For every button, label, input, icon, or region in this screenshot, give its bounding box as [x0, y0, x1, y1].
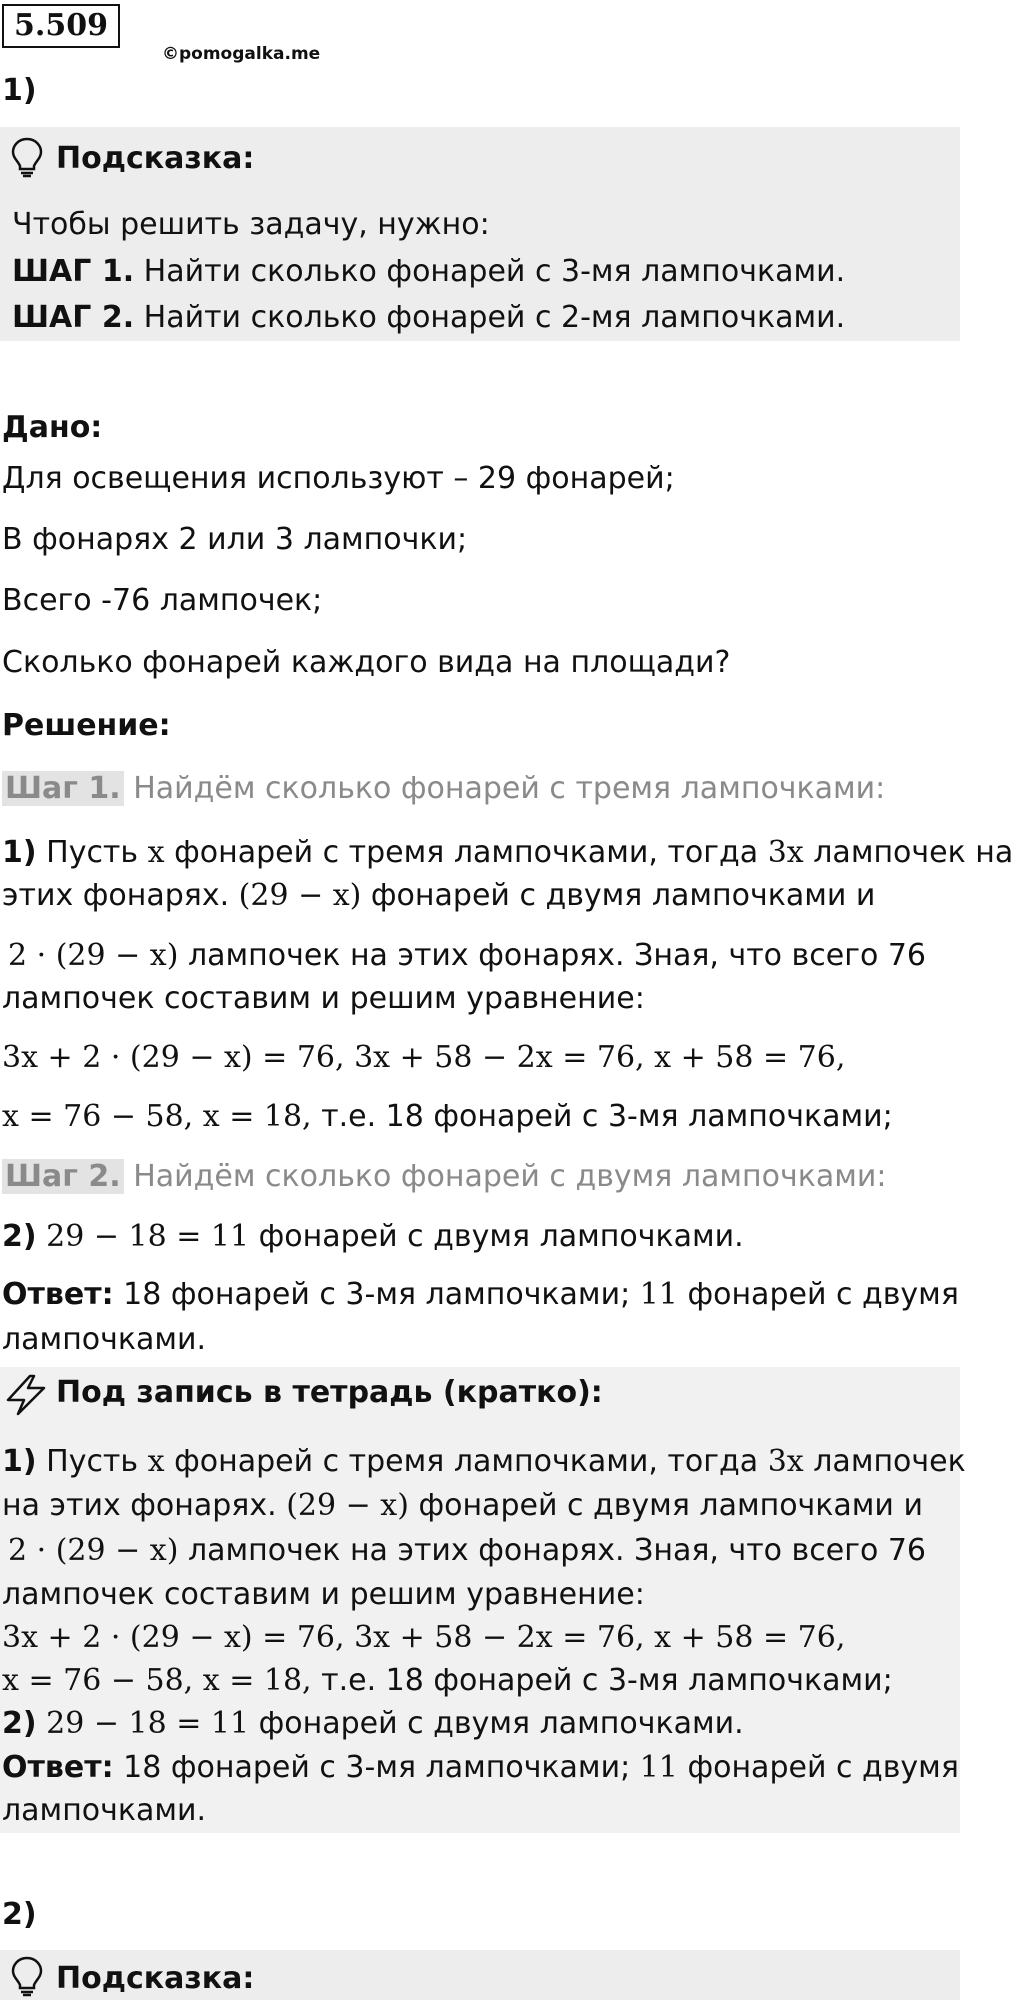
math-11: 11	[639, 1277, 678, 1312]
answer-text: фонарей с двумя	[677, 1750, 959, 1785]
given-line-3: Всего -76 лампочек;	[2, 583, 323, 618]
notebook-item1-label: 1)	[2, 1444, 37, 1479]
solution-answer-2: лампочками.	[2, 1322, 207, 1357]
notebook-item2-label: 2)	[2, 1706, 37, 1741]
notebook-text: фонарей с двумя лампочками и	[408, 1488, 923, 1523]
hint-step1	[12, 253, 845, 291]
notebook-line-4: лампочек составим и решим уравнение:	[2, 1577, 645, 1612]
notebook-answer	[2, 1749, 959, 1787]
solution-item1-label: 1)	[2, 835, 37, 870]
solution-item2-label: 2)	[2, 1219, 37, 1254]
solution-item2	[2, 1218, 744, 1256]
answer-text: фонарей с двумя	[677, 1277, 959, 1312]
solution-step2-label: Шаг 2.	[2, 1159, 124, 1194]
math-x: x	[147, 835, 165, 870]
solution-text: фонарей с двумя лампочками и	[361, 878, 876, 913]
notebook-line-1	[2, 1443, 966, 1481]
notebook-title: Под запись в тетрадь (кратко):	[56, 1375, 603, 1410]
answer-text: 18 фонарей с 3-мя лампочками;	[113, 1750, 640, 1785]
given-line-2: В фонарях 2 или 3 лампочки;	[2, 522, 468, 557]
hint-step2-text: Найти сколько фонарей с 2-мя лампочками.	[134, 300, 846, 335]
math-29-minus-x: (29 − x)	[286, 1488, 409, 1523]
answer-label: Ответ:	[2, 1750, 114, 1785]
math-2-times: 2 · (29 − x)	[8, 938, 179, 973]
given-line-4: Сколько фонарей каждого вида на площади?	[2, 645, 731, 680]
solution-text: фонарей с двумя лампочками.	[249, 1219, 744, 1254]
math-2-times: 2 · (29 − x)	[8, 1533, 179, 1568]
hint-step1-label: ШАГ 1.	[12, 254, 135, 289]
notebook-text: лампочек	[803, 1444, 966, 1479]
lightbulb-icon	[10, 1955, 44, 1997]
lightning-icon	[4, 1374, 48, 1416]
solution-text: Пусть	[36, 835, 148, 870]
notebook-text: фонарей с двумя лампочками.	[249, 1706, 744, 1741]
hint-step2-label: ШАГ 2.	[12, 300, 135, 335]
notebook-text: на этих фонарях.	[2, 1488, 287, 1523]
solution-equation-2	[2, 1098, 893, 1136]
notebook-text: т.е. 18 фонарей с 3-мя лампочками;	[311, 1663, 893, 1698]
solution-step1-heading	[2, 770, 885, 808]
math-11: 11	[639, 1750, 678, 1785]
solution-line-3	[8, 937, 926, 975]
hint-intro: Чтобы решить задачу, нужно:	[12, 207, 490, 242]
solution-step1-label: Шаг 1.	[2, 771, 124, 806]
notebook-answer-2: лампочками.	[2, 1793, 207, 1828]
solution-line-4: лампочек составим и решим уравнение:	[2, 981, 645, 1016]
hint-step2	[12, 299, 845, 337]
answer-label: Ответ:	[2, 1277, 114, 1312]
given-line-1: Для освещения используют – 29 фонарей;	[2, 461, 675, 496]
answer-text: 18 фонарей с 3-мя лампочками;	[113, 1277, 640, 1312]
solution-step2-heading	[2, 1158, 886, 1196]
notebook-text: лампочек на этих фонарях. Зная, что всего 76	[178, 1533, 927, 1568]
part2-label: 2)	[2, 1897, 37, 1932]
notebook-text: Пусть	[36, 1444, 148, 1479]
solution-step1-text: Найдём сколько фонарей с тремя лампочками:	[123, 771, 886, 806]
notebook-equation-2	[2, 1662, 893, 1700]
math-equation: 29 − 18 = 11	[36, 1219, 250, 1254]
notebook-line-3	[8, 1532, 926, 1570]
math-equation: x = 76 − 58, x = 18,	[2, 1099, 312, 1134]
solution-step2-text: Найдём сколько фонарей с двумя лампочками:	[123, 1159, 887, 1194]
math-29-minus-x: (29 − x)	[238, 878, 362, 913]
lightbulb-icon	[10, 136, 44, 178]
solution-text: этих фонарях.	[2, 878, 239, 913]
solution-text: лампочек на этих фонарях. Зная, что всего 76	[178, 938, 927, 973]
math-3x: 3x	[767, 1444, 804, 1479]
solution-text: т.е. 18 фонарей с 3-мя лампочками;	[311, 1099, 893, 1134]
math-3x: 3x	[767, 835, 804, 870]
hint-title: Подсказка:	[56, 141, 255, 176]
notebook-text: фонарей с тремя лампочками, тогда	[164, 1444, 768, 1479]
solution-answer	[2, 1276, 959, 1314]
solution-title: Решение:	[2, 708, 171, 743]
solution-text: фонарей с тремя лампочками, тогда	[164, 835, 768, 870]
hint2-title: Подсказка:	[56, 1961, 255, 1996]
math-equation: x = 76 − 58, x = 18,	[2, 1663, 312, 1698]
solution-text: лампочек на	[803, 835, 1013, 870]
solution-equation-1: 3x + 2 · (29 − x) = 76, 3x + 58 − 2x = 76, x + 58 = 76,	[2, 1040, 846, 1075]
hint-step1-text: Найти сколько фонарей с 3-мя лампочками.	[134, 254, 846, 289]
notebook-line-2	[2, 1487, 923, 1525]
math-x: x	[147, 1444, 165, 1479]
notebook-item2	[2, 1705, 744, 1743]
notebook-equation-1: 3x + 2 · (29 − x) = 76, 3x + 58 − 2x = 76, x + 58 = 76,	[2, 1620, 846, 1655]
math-equation: 29 − 18 = 11	[36, 1706, 250, 1741]
problem-number: 5.509	[2, 4, 120, 48]
part1-label: 1)	[2, 73, 37, 108]
site-watermark: ©pomogalka.me	[162, 44, 321, 64]
given-title: Дано:	[2, 410, 103, 445]
solution-line-2	[2, 877, 875, 915]
solution-line-1	[2, 834, 1013, 872]
